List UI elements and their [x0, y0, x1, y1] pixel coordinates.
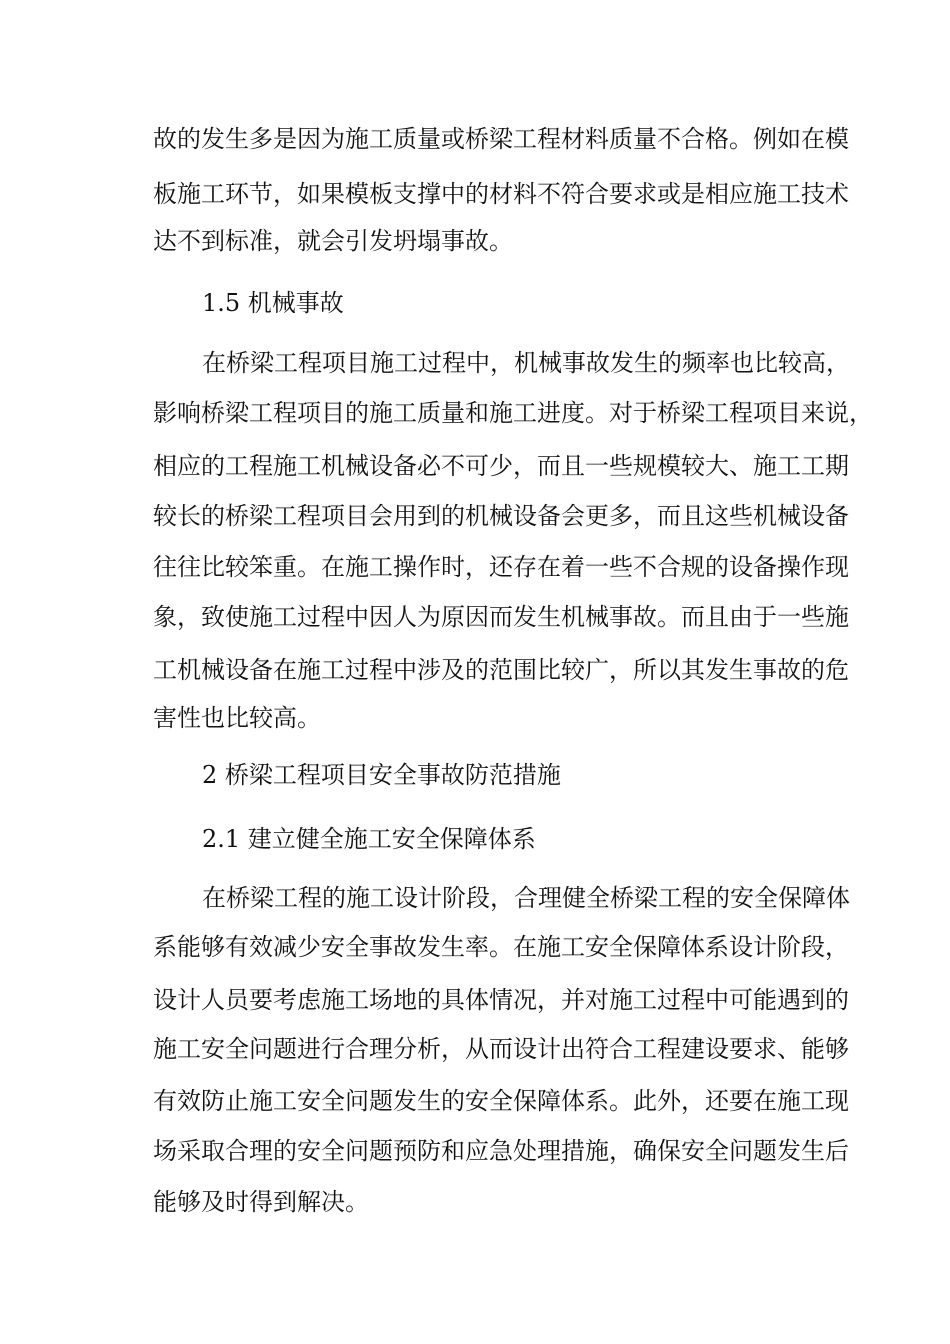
text-line: 系能够有效减少安全事故发生率。在施工安全保障体系设计阶段， [153, 933, 849, 961]
text-line: 达不到标准，就会引发坍塌事故。 [153, 227, 513, 255]
text-line: 能够及时得到解决。 [153, 1188, 369, 1216]
text-line: 设计人员要考虑施工场地的具体情况，并对施工过程中可能遇到的 [153, 986, 849, 1014]
text-line: 往往比较笨重。在施工操作时，还存在着一些不合规的设备操作现 [153, 553, 849, 581]
text-line: 故的发生多是因为施工质量或桥梁工程材料质量不合格。例如在模 [153, 125, 849, 153]
text-line: 在桥梁工程项目施工过程中，机械事故发生的频率也比较高， [202, 349, 850, 377]
section-heading: 2 桥梁工程项目安全事故防范措施 [202, 761, 561, 789]
text-line: 板施工环节，如果模板支撑中的材料不符合要求或是相应施工技术 [153, 180, 849, 208]
text-line: 相应的工程施工机械设备必不可少，而且一些规模较大、施工工期 [153, 452, 849, 480]
text-line: 较长的桥梁工程项目会用到的机械设备会更多，而且这些机械设备 [153, 502, 849, 530]
text-line: 害性也比较高。 [153, 704, 321, 732]
text-line: 在桥梁工程的施工设计阶段，合理健全桥梁工程的安全保障体 [202, 884, 850, 912]
text-line: 工机械设备在施工过程中涉及的范围比较广，所以其发生事故的危 [153, 656, 849, 684]
section-heading: 1.5 机械事故 [202, 289, 344, 317]
text-line: 有效防止施工安全问题发生的安全保障体系。此外，还要在施工现 [153, 1087, 849, 1115]
subsection-heading: 2.1 建立健全施工安全保障体系 [202, 825, 536, 853]
text-line: 象，致使施工过程中因人为原因而发生机械事故。而且由于一些施 [153, 603, 849, 631]
text-line: 施工安全问题进行合理分析，从而设计出符合工程建设要求、能够 [153, 1035, 849, 1063]
text-line: 影响桥梁工程项目的施工质量和施工进度。对于桥梁工程项目来说， [153, 399, 873, 427]
text-line: 场采取合理的安全问题预防和应急处理措施，确保安全问题发生后 [153, 1137, 849, 1165]
